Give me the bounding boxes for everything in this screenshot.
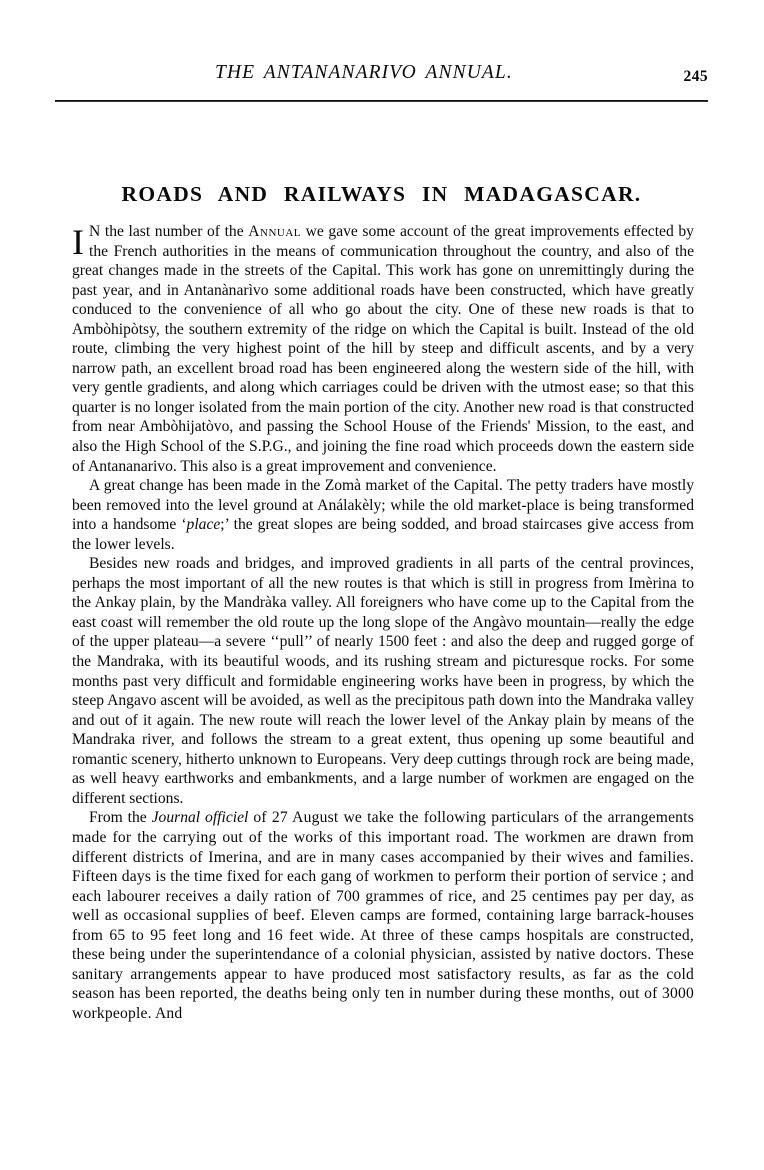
page-number: 245 [683, 68, 708, 85]
journal-officiel-italic-title: Journal officiel [151, 809, 249, 827]
paragraph-1-text-b: we gave some account of the great improvements effected by the French authorities in the means of communication throughout the country, and also of the great changes made in the streets of the Capital. This work has gone on unremittingly during the past year, and in Antanànarìvo some additional roads have been constructed, which have greatly conduced to the convenience of all who go about the city. One of these new roads is that to Ambòhipòtsy, the southern extremity of the ridge on which the Capital is built. Instead of the old route, climbing the very highest point of the hill by steep and difficult ascents, and by a very narrow path, an excellent broad road has been engineered along the western side of the hill, with very gentle gradients, and along which carriages could be driven with the utmost ease; so that this quarter is no longer isolated from the main portion of the city. Another new road is that constructed from near Ambòhijatòvo, and passing the School House of the Friends' Mission, to the east, and also the High School of the S.P.G., and joining the fine road which proceeds down the eastern side of Antananarivo. This also is a great improvement and convenience. [72, 223, 694, 475]
header-rule [55, 100, 708, 102]
paragraph-3: Besides new roads and bridges, and improved gradients in all parts of the central provinces, perhaps the most important of all the new routes is that which is still in progress from Imèrina to the Ankay plain, by the Mandràka valley. All foreigners who have come up to the Capital from the east coast will remember the old route up the long slope of the Angàvo mountain—really the edge of the upper plateau—a severe ‘‘pull’’ of nearly 1500 feet : and also the deep and rugged gorge of the Mandraka, with its beautiful woods, and its rushing stream and picturesque rocks. For some months past very difficult and formidable engineering works have been in progress, by which the steep Angavo ascent will be avoided, as well as the precipitous path down into the Mandraka valley and out of it again. The new route will reach the lower level of the Ankay plain by means of the Mandraka river, and follows the stream to a great extent, thus opening up some beautiful and romantic scenery, hitherto unknown to Europeans. Very deep cuttings through rock are being made, as well heavy earthworks and embankments, and a large number of workmen are engaged on the different sections. [72, 555, 694, 807]
drop-cap-initial: I [72, 222, 84, 262]
article-title: ROADS AND RAILWAYS IN MADAGASCAR. [121, 182, 642, 207]
running-head [55, 62, 708, 92]
paragraph-4 [72, 808, 694, 1023]
running-head-title: THE ANTANANARIVO ANNUAL. [215, 62, 513, 83]
paragraph-2-text-b: ;’ the great slopes are being sodded, and broad staircases give access from the lower levels. [72, 516, 694, 553]
paragraph-1 [72, 222, 694, 476]
article-body [72, 222, 694, 1023]
paragraph-4-text-a: From the [89, 809, 152, 827]
place-italic-term: place [186, 516, 221, 534]
annual-small-caps: Annual [248, 223, 302, 240]
paragraph-4-text-b: of 27 August we take the following particulars of the arrangements made for the carrying out of the works of this important road. The workmen are drawn from different districts of Imerina, and are in many cases accompanied by their wives and families. Fifteen days is the time fixed for each gang of workmen to perform their portion of service ; and each labourer receives a daily ration of 700 grammes of rice, and 25 centimes pay per day, as well as occasional supplies of beef. Eleven camps are formed, containing large barrack-houses from 65 to 95 feet long and 16 feet wide. At three of these camps hospitals are constructed, these being under the superintendance of a colonial physician, assisted by native doctors. These sanitary arrangements appear to have produced most satisfactory results, as far as the cold season has been reported, the deaths being only ten in number during these months, out of 3000 workpeople. And [72, 809, 694, 1022]
paragraph-2 [72, 476, 694, 554]
paragraph-1-text-a: N the last number of the [89, 223, 249, 240]
paragraph-2-text-a: A great change has been made in the Zomà market of the Capital. The petty traders have mostly been removed into the level ground at Análakèly; while the old market-place is being transformed into a handsome ‘ [72, 477, 694, 534]
